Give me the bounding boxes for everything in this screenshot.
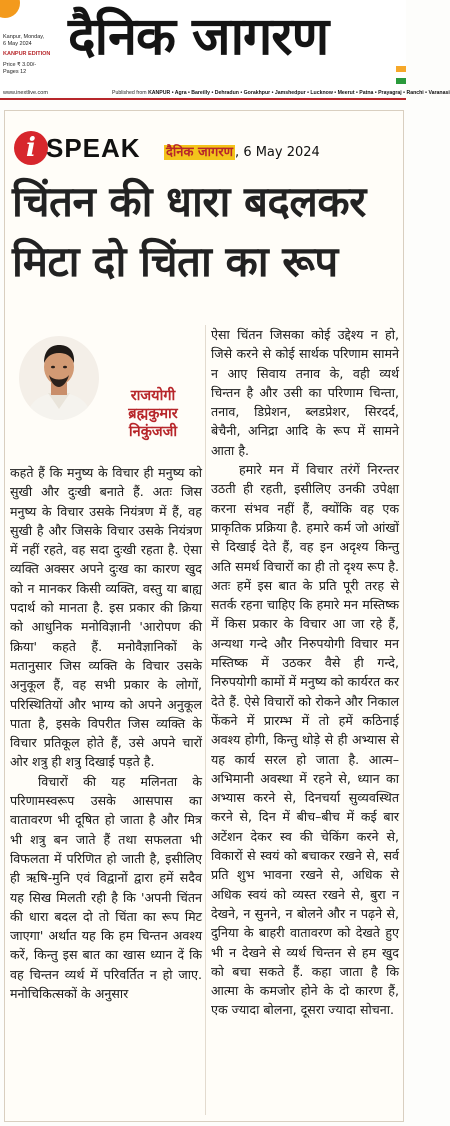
section-label: SPEAK [46,132,141,163]
headline [12,172,402,292]
author-line-3: निकुंजजी [128,424,178,440]
credit-paper: दैनिक जागरण [166,145,234,160]
headline-line-1: चिंतन की धारा बदलकर [12,177,366,226]
website-url[interactable]: www.inextlive.com [3,90,48,96]
city-date: Kanpur, Monday, [3,34,45,40]
published-from-label: Published from [112,90,147,96]
source-credit: दैनिक जागरण , 6 May 2024 [166,145,320,160]
paragraph: विचारों की यह मलिनता के परिणामस्वरूप उसके आसपास का वातावरण भी दूषित हो जाता है और मित्र भी शत्रु बन जाते हैं तथा सफलता भी विफलता में परिणित हो जाती है, इसीलिए ही ऋषि-मुनि एवं विद्वानों द्वारा हमें सदैव यह सिख मिलती रही है कि 'अपनी चिंतन की धारा बदल दो तो चिंता का रूप मिट जाएगा' अर्थात यह कि हम चिन्तन अवश्य करें, किन्तु इस बात का खास ध्यान दें कि वह चिन्तन व्यर्थ में परिवर्तित न हो जाए. मनोचिकित्सकों के अनुसार [10,773,202,1002]
article-column-right [211,325,399,1020]
issue-date: 6 May 2024 [3,41,32,47]
headline-line-2: मिटा दो चिंता का रूप [12,237,338,286]
edition-label: KANPUR EDITION [3,51,51,57]
credit-date: 6 May 2024 [243,145,320,160]
paragraph: ऐसा चिंतन जिसका कोई उद्देश्य न हो, जिसे करने से कोई सार्थक परिणाम सामने न आए सिवाय तनाव के, वही व्यर्थ चिन्तन है और उसी का परिणाम चिन्ता, तनाव, डिप्रेशन, ब्लडप्रेशर, सिरदर्द, बेचैनी, अनिद्रा आदि के रूप में सामने आता है. [211,327,399,458]
newspaper-title: दैनिक जागरण [68,7,329,67]
published-cities: KANPUR • Agra • Bareilly • Dehradun • Gorakhpur • Jamshedpur • Lucknow • Meerut • Patna • Prayagraj • Ranchi • Varanasi [148,90,450,96]
masthead-meta [3,34,50,76]
masthead [0,0,450,96]
article-column-left [10,463,202,1003]
sun-logo-icon [0,0,20,18]
paragraph: हमारे मन में विचार तरंगें निरन्तर उठती ही रहती, इसीलिए उनकी उपेक्षा करना संभव नहीं हैं, क्योंकि वह एक प्राकृतिक प्रक्रिया है. हमारे कर्म जो आंखों से दिखाई देते हैं, वह इन अदृश्य किन्तु अति समर्थ विचारों का ही तो दृश्य रूप है. अतः हमें इस बात के प्रति पूरी तरह से सतर्क रहना चाहिए कि हमारे मन मस्तिष्क में किस प्रकार के विचार आ जा रहे हैं, अन्यथा गन्दे और निरुपयोगी विचार मन मस्तिष्क में उठकर वैसे ही गन्दे, निरुपयोगी कामों में मनुष्य को कार्यरत कर देते हैं. ऐसे विचारों को रोकने और निकाल फेंकने में प्रारम्भ में तो हमें कठिनाई अवश्य होगी, किन्तु थोड़े से ही अभ्यास से यह कार्य सरल हो जाता है. आत्म–अभिमानी अवस्था में रहने से, ध्यान का अभ्यास करने से, दिनचर्या सुव्यवस्थित करने से, दिन में बीच–बीच में कई बार अटेंशन देकर स्व की चेकिंग करने से, विकारों से स्वयं को बचाकर रखने से, सर्व प्रति शुभ भावना रखने से, अधिक से अधिक स्वयं को व्यस्त रखने से, बुरा न देखने, न सुनने, न बोलने और न पढ़ने से, दुनिया के बाहरी वातावरण को देखते हुए भी न देखने से व्यर्थ चिन्तन से हम खुद को बचा सकते हैं. कहा जाता है कि आत्मा के कमजोर होने के दो कारण हैं, एक ज्यादा बोलना, दूसरा ज्यादा सोचना. [211,462,399,1018]
author-line-1: राजयोगी [130,388,176,404]
flag-icon [396,66,406,84]
author-line-2: ब्रह्मकुमार [128,406,178,422]
column-divider [205,325,206,1115]
price-label: Price ₹ 3.00/- [3,62,37,68]
pages-label: Pages 12 [3,69,27,75]
i-badge-icon: i [14,131,48,165]
ispeak-logo [14,131,141,165]
author-photo [18,335,100,421]
masthead-divider [0,98,406,100]
author-name [104,387,202,441]
paragraph: कहते हैं कि मनुष्य के विचार ही मनुष्य को सुखी और दुःखी बनाते हैं. अतः जिस मनुष्य के विचार उसके नियंत्रण में हैं, वह सुखी है और जिसके विचार उसके नियंत्रण में नहीं रहते, वह सदा दुःखी रहता है. ऐसा व्यक्ति अक्सर अपने दुःख का कारण खुद को न मानकर किसी व्यक्ति, वस्तु या बाह्य पदार्थ को मानता है. इस प्रकार की क्रिया को आधुनिक मनोविज्ञानी 'आरोपण की क्रिया' कहते हैं. मनोवैज्ञानिकों के मतानुसार जिस व्यक्ति के विचार उसके अनुकूल हैं, वह सभी प्रकार के लोगों, परिस्थितियों और भाग्य को अपने अनुकूल पाता है, इसके विपरीत जिस व्यक्ति के विचार प्रतिकूल होते हैं, उसे अपने चारों ओर शत्रु ही शत्रु दिखाई पड़ते है. [10,465,202,770]
published-from [112,90,450,96]
